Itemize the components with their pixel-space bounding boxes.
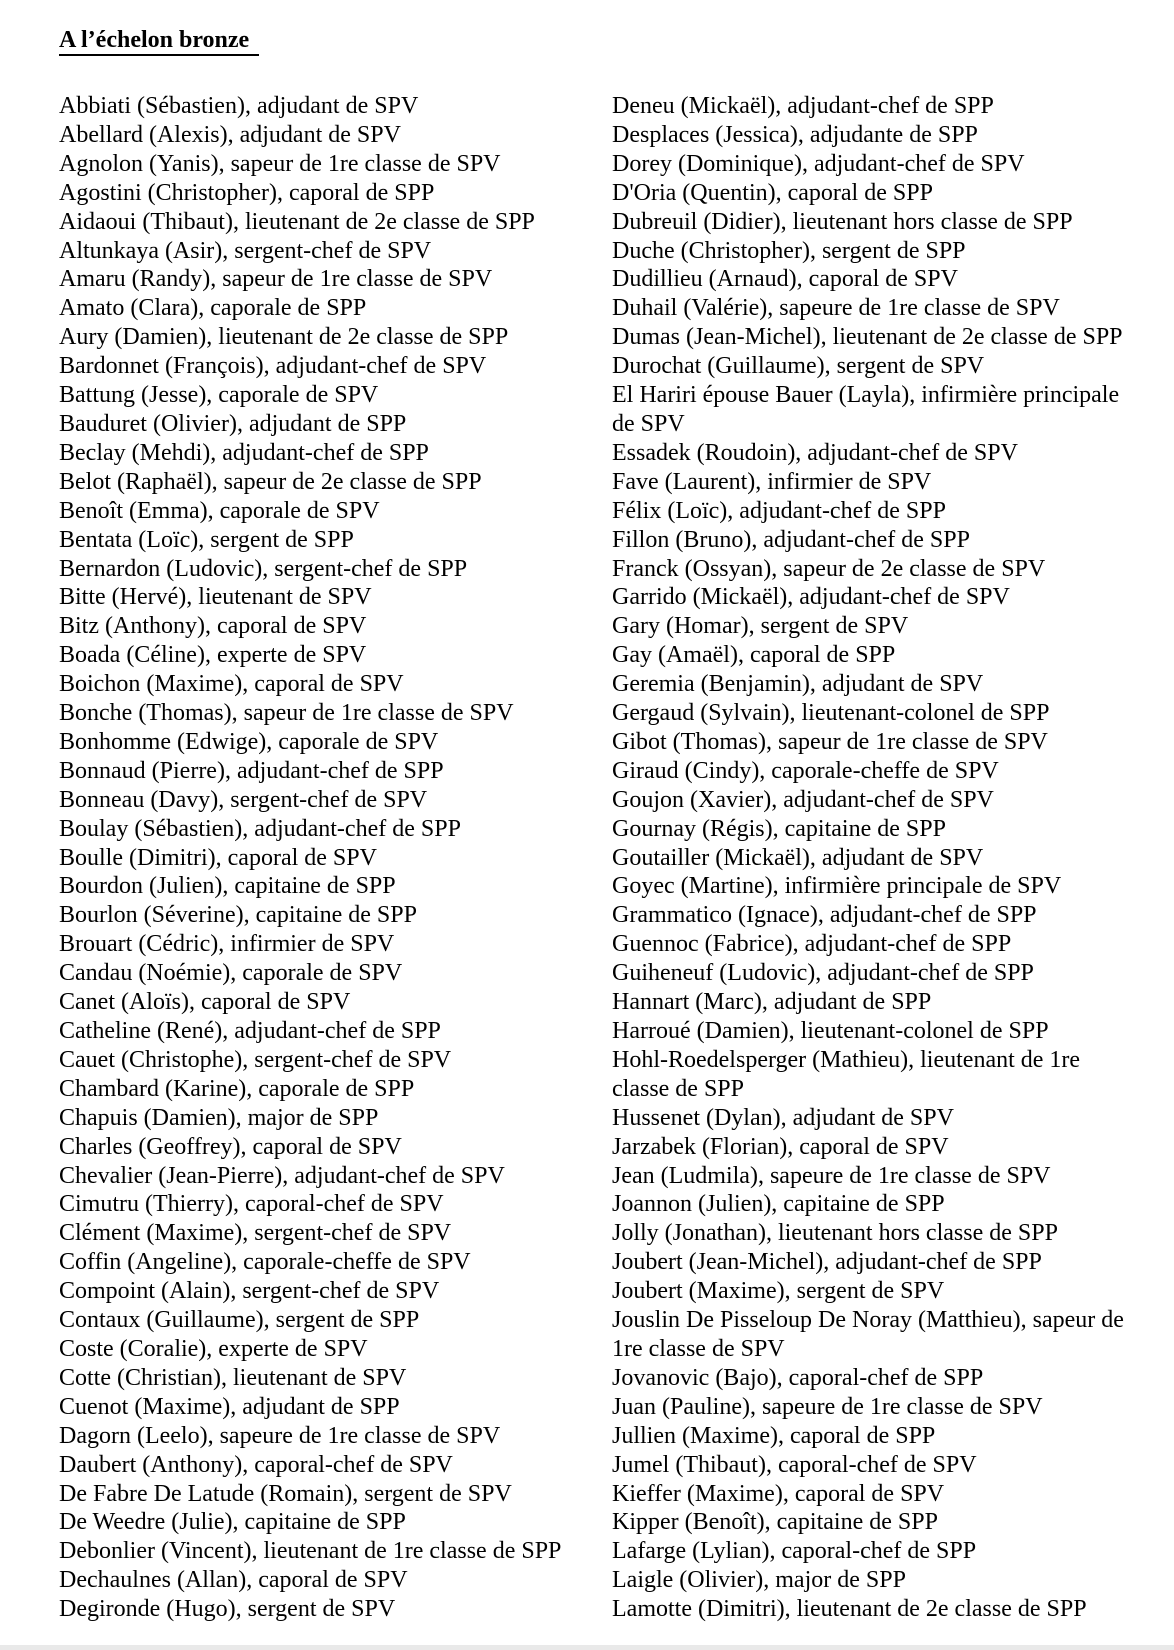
- page-boundary-line: [0, 1645, 1174, 1650]
- name-list-entry: Franck (Ossyan), sapeur de 2e classe de SPV: [612, 555, 1046, 582]
- name-list-entry: Goutailler (Mickaël), adjudant de SPV: [612, 844, 984, 871]
- name-list-entry: Grammatico (Ignace), adjudant-chef de SPP: [612, 902, 1037, 929]
- name-list-entry: De Weedre (Julie), capitaine de SPP: [59, 1509, 406, 1536]
- name-list-entry: Cuenot (Maxime), adjudant de SPP: [59, 1393, 400, 1420]
- name-list-entry: Dudillieu (Arnaud), caporal de SPV: [612, 266, 958, 293]
- name-list-entry: Boulle (Dimitri), caporal de SPV: [59, 844, 377, 871]
- name-list-entry: Altunkaya (Asir), sergent-chef de SPV: [59, 237, 432, 264]
- name-list-entry: Fillon (Bruno), adjudant-chef de SPP: [612, 526, 970, 553]
- name-list-entry: Bourlon (Séverine), capitaine de SPP: [59, 902, 417, 929]
- name-list-entry: Bonnaud (Pierre), adjudant-chef de SPP: [59, 757, 444, 784]
- name-list-entry: Geremia (Benjamin), adjudant de SPV: [612, 671, 984, 698]
- name-list-entry: Agnolon (Yanis), sapeur de 1re classe de SPV: [59, 150, 501, 177]
- name-list-entry: Dumas (Jean-Michel), lieutenant de 2e classe de SPP: [612, 324, 1123, 351]
- name-list-entry: Bonneau (Davy), sergent-chef de SPV: [59, 786, 428, 813]
- name-list-entry: Jovanovic (Bajo), caporal-chef de SPP: [612, 1364, 984, 1391]
- name-list-entry: Guiheneuf (Ludovic), adjudant-chef de SPP: [612, 960, 1034, 987]
- name-list-entry: Fave (Laurent), infirmier de SPV: [612, 468, 932, 495]
- name-list-entry: Jarzabek (Florian), caporal de SPV: [612, 1133, 949, 1160]
- name-list-entry: Gournay (Régis), capitaine de SPP: [612, 815, 946, 842]
- name-list-entry: Lamotte (Dimitri), lieutenant de 2e classe de SPP: [612, 1596, 1087, 1623]
- name-list-entry: Kieffer (Maxime), caporal de SPV: [612, 1480, 945, 1507]
- name-list-entry: Kipper (Benoît), capitaine de SPP: [612, 1509, 938, 1536]
- section-heading-text: A l’échelon bronze: [59, 27, 259, 56]
- name-list-entry: Jumel (Thibaut), caporal-chef de SPV: [612, 1451, 977, 1478]
- name-list-entry: Harroué (Damien), lieutenant-colonel de SPP: [612, 1018, 1049, 1044]
- name-list-entry: Gary (Homar), sergent de SPV: [612, 613, 909, 640]
- name-list-entry: Amaru (Randy), sapeur de 1re classe de SPV: [59, 266, 493, 293]
- name-list-entry: Jean (Ludmila), sapeure de 1re classe de SPV: [612, 1162, 1051, 1189]
- name-list-entry: Clément (Maxime), sergent-chef de SPV: [59, 1220, 452, 1247]
- name-list-entry: Catheline (René), adjudant-chef de SPP: [59, 1018, 441, 1044]
- name-list-entry: Jolly (Jonathan), lieutenant hors classe de SPP: [612, 1220, 1058, 1247]
- name-list-entry: Abellard (Alexis), adjudant de SPV: [59, 121, 401, 148]
- name-list-entry: Chevalier (Jean-Pierre), adjudant-chef de SPV: [59, 1162, 505, 1189]
- name-list-entry: De Fabre De Latude (Romain), sergent de SPV: [59, 1480, 512, 1507]
- name-list-entry: Juan (Pauline), sapeure de 1re classe de SPV: [612, 1393, 1043, 1420]
- name-list-entry: Degironde (Hugo), sergent de SPV: [59, 1596, 396, 1623]
- name-list-entry: Guennoc (Fabrice), adjudant-chef de SPP: [612, 931, 1012, 958]
- name-list-entry: Hussenet (Dylan), adjudant de SPV: [612, 1104, 954, 1131]
- name-list-entry: Chambard (Karine), caporale de SPP: [59, 1075, 415, 1102]
- name-list-entry: Boichon (Maxime), caporal de SPV: [59, 671, 404, 698]
- name-list-entry: Duche (Christopher), sergent de SPP: [612, 237, 966, 264]
- name-list-entry: Amato (Clara), caporale de SPP: [59, 295, 367, 322]
- name-list-entry: Dechaulnes (Allan), caporal de SPV: [59, 1567, 408, 1594]
- name-list-entry: Cimutru (Thierry), caporal-chef de SPV: [59, 1191, 444, 1218]
- name-list-entry: Jullien (Maxime), caporal de SPP: [612, 1422, 936, 1449]
- name-list-entry: Duhail (Valérie), sapeure de 1re classe de SPV: [612, 295, 1060, 322]
- name-list-entry: Cauet (Christophe), sergent-chef de SPV: [59, 1046, 452, 1073]
- name-list-entry: Chapuis (Damien), major de SPP: [59, 1104, 379, 1131]
- name-list-entry: Bonhomme (Edwige), caporale de SPV: [59, 728, 439, 755]
- name-list-entry: Bitte (Hervé), lieutenant de SPV: [59, 584, 372, 611]
- name-list-entry: Boada (Céline), experte de SPV: [59, 642, 367, 669]
- name-list-entry: Battung (Jesse), caporale de SPV: [59, 382, 379, 409]
- name-list-entry: Aidaoui (Thibaut), lieutenant de 2e classe de SPP: [59, 208, 535, 235]
- name-list-entry: Desplaces (Jessica), adjudante de SPP: [612, 121, 978, 148]
- name-list-entry: Lafarge (Lylian), caporal-chef de SPP: [612, 1538, 977, 1565]
- name-list-entry: Goujon (Xavier), adjudant-chef de SPV: [612, 786, 994, 813]
- name-list-entry: Dorey (Dominique), adjudant-chef de SPV: [612, 150, 1025, 177]
- name-list-column-left: [59, 92, 575, 1624]
- name-list-entry: Compoint (Alain), sergent-chef de SPV: [59, 1278, 440, 1305]
- name-list-entry: Bardonnet (François), adjudant-chef de SPV: [59, 353, 487, 380]
- name-list-entry: Beclay (Mehdi), adjudant-chef de SPP: [59, 439, 429, 466]
- name-list-entry: Cotte (Christian), lieutenant de SPV: [59, 1364, 407, 1391]
- two-column-name-list: [59, 92, 1146, 1624]
- name-list-entry: Dagorn (Leelo), sapeure de 1re classe de SPV: [59, 1422, 501, 1449]
- name-list-entry: Benoît (Emma), caporale de SPV: [59, 497, 380, 524]
- name-list-entry: Contaux (Guillaume), sergent de SPP: [59, 1307, 420, 1334]
- name-list-entry: Agostini (Christopher), caporal de SPP: [59, 179, 435, 206]
- name-list-column-right: [612, 92, 1133, 1624]
- name-list-entry: Bauduret (Olivier), adjudant de SPP: [59, 410, 407, 437]
- name-list-entry: Gay (Amaël), caporal de SPP: [612, 642, 896, 669]
- name-list-entry: Hannart (Marc), adjudant de SPP: [612, 989, 932, 1016]
- name-list-entry: Debonlier (Vincent), lieutenant de 1re classe de SPP: [59, 1538, 562, 1565]
- name-list-entry: Abbiati (Sébastien), adjudant de SPV: [59, 93, 419, 119]
- name-list-entry: Belot (Raphaël), sapeur de 2e classe de SPP: [59, 468, 482, 495]
- name-list-entry: Daubert (Anthony), caporal-chef de SPV: [59, 1451, 453, 1478]
- name-list-entry: Jouslin De Pisseloup De Noray (Matthieu), sapeur de 1re classe de SPV: [612, 1307, 1124, 1362]
- name-list-entry: Coffin (Angeline), caporale-cheffe de SPV: [59, 1249, 471, 1276]
- name-list-entry: Laigle (Olivier), major de SPP: [612, 1567, 906, 1594]
- name-list-entry: D'Oria (Quentin), caporal de SPP: [612, 179, 933, 206]
- name-list-entry: Charles (Geoffrey), caporal de SPV: [59, 1133, 402, 1160]
- section-heading: [59, 26, 1146, 54]
- name-list-entry: El Hariri épouse Bauer (Layla), infirmière principale de SPV: [612, 382, 1120, 437]
- name-list-entry: Essadek (Roudoin), adjudant-chef de SPV: [612, 439, 1018, 466]
- name-list-entry: Hohl-Roedelsperger (Mathieu), lieutenant de 1re classe de SPP: [612, 1046, 1081, 1102]
- name-list-entry: Félix (Loïc), adjudant-chef de SPP: [612, 497, 946, 524]
- name-list-entry: Bitz (Anthony), caporal de SPV: [59, 613, 367, 640]
- name-list-entry: Garrido (Mickaël), adjudant-chef de SPV: [612, 584, 1010, 611]
- name-list-entry: Canet (Aloïs), caporal de SPV: [59, 989, 351, 1016]
- name-list-entry: Deneu (Mickaël), adjudant-chef de SPP: [612, 93, 994, 119]
- name-list-entry: Bentata (Loïc), sergent de SPP: [59, 526, 354, 553]
- name-list-entry: Bernardon (Ludovic), sergent-chef de SPP: [59, 555, 468, 582]
- name-list-entry: Joannon (Julien), capitaine de SPP: [612, 1191, 945, 1218]
- name-list-entry: Gergaud (Sylvain), lieutenant-colonel de SPP: [612, 700, 1050, 727]
- name-list-entry: Aury (Damien), lieutenant de 2e classe de SPP: [59, 324, 509, 351]
- name-list-entry: Bonche (Thomas), sapeur de 1re classe de SPV: [59, 700, 514, 727]
- name-list-entry: Coste (Coralie), experte de SPV: [59, 1335, 368, 1362]
- name-list-entry: Goyec (Martine), infirmière principale de SPV: [612, 873, 1062, 900]
- name-list-entry: Joubert (Jean-Michel), adjudant-chef de SPP: [612, 1249, 1042, 1276]
- name-list-entry: Joubert (Maxime), sergent de SPV: [612, 1278, 945, 1305]
- name-list-entry: Gibot (Thomas), sapeur de 1re classe de SPV: [612, 728, 1048, 755]
- name-list-entry: Candau (Noémie), caporale de SPV: [59, 960, 403, 987]
- name-list-entry: Giraud (Cindy), caporale-cheffe de SPV: [612, 757, 999, 784]
- name-list-entry: Bourdon (Julien), capitaine de SPP: [59, 873, 396, 900]
- name-list-entry: Dubreuil (Didier), lieutenant hors classe de SPP: [612, 208, 1073, 235]
- name-list-entry: Brouart (Cédric), infirmier de SPV: [59, 931, 395, 958]
- name-list-entry: Durochat (Guillaume), sergent de SPV: [612, 353, 985, 380]
- name-list-entry: Boulay (Sébastien), adjudant-chef de SPP: [59, 815, 461, 842]
